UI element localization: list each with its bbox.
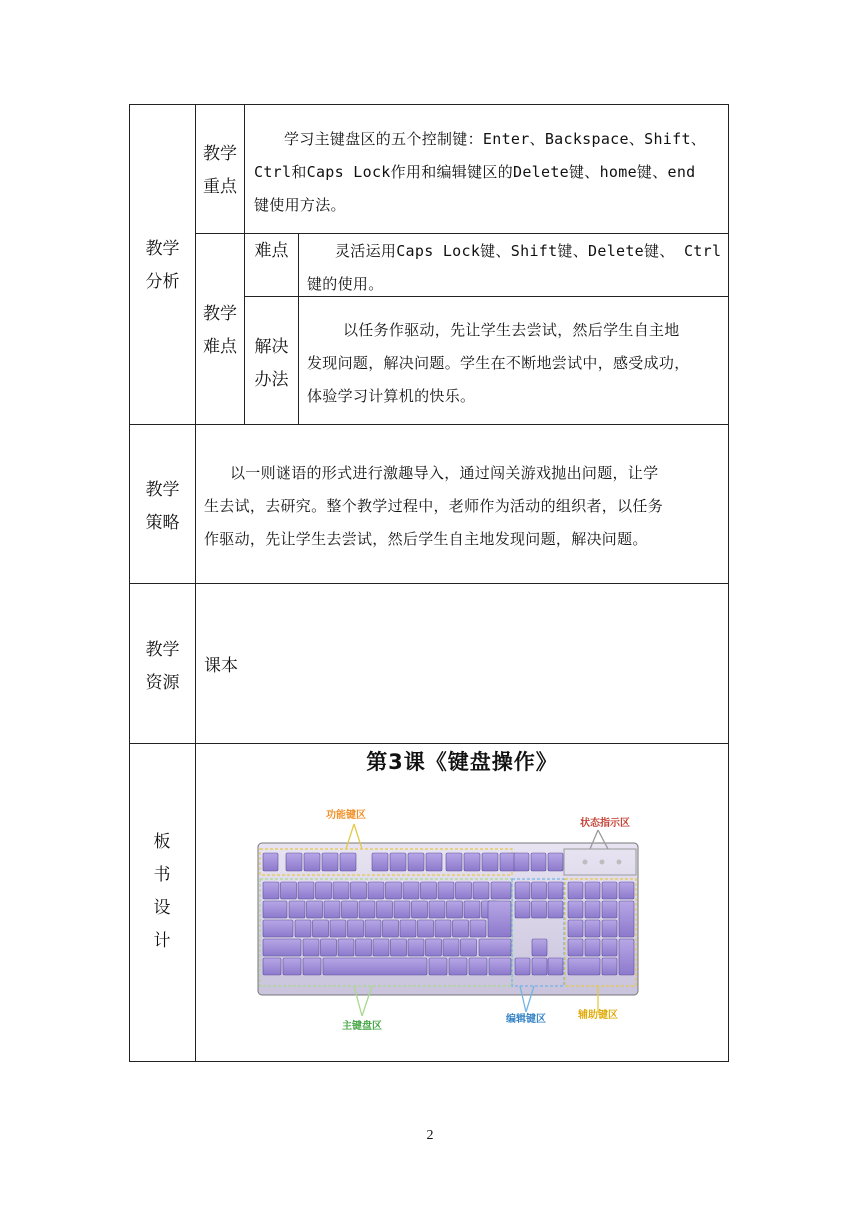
main-zone-label: 主键盘区 — [342, 1021, 382, 1032]
keyboard-key — [340, 853, 356, 871]
keyboard-key — [585, 939, 600, 956]
strategy-line1: 以一则谜语的形式进行激趣导入，通过闯关游戏抛出问题，让学 — [230, 464, 659, 482]
keyboard-key — [568, 882, 583, 899]
keyboard-key — [532, 939, 547, 956]
strategy-line3: 作驱动，先让学生去尝试，然后学生自主地发现问题，解决问题。 — [204, 530, 648, 548]
keyboard-key — [602, 958, 617, 975]
keyboard-key — [373, 939, 389, 956]
keyboard-key — [372, 853, 388, 871]
solution-label-line2: 办法 — [254, 370, 289, 390]
keyboard-key — [321, 939, 337, 956]
keyboard-key — [548, 901, 563, 918]
keyboard-key — [453, 920, 469, 937]
solution-sub-label — [245, 331, 298, 397]
keyboard-key — [568, 920, 583, 937]
keyboard-key — [438, 882, 454, 899]
keyboard-key — [303, 939, 319, 956]
keyboard-key — [488, 901, 511, 937]
keyboard-diagram — [250, 800, 650, 1036]
analysis-label-line2: 分析 — [145, 272, 180, 292]
keyboard-key — [619, 901, 634, 937]
keyboard-key — [390, 853, 406, 871]
keyboard-key — [602, 939, 617, 956]
key-points-line2: Ctrl和Caps Lock作用和编辑键区的Delete键、home键、end — [254, 163, 696, 181]
difficulty-inner-divider — [298, 233, 299, 424]
keyboard-key — [515, 958, 530, 975]
table-border-bottom — [130, 1061, 729, 1062]
board-label-char2: 书 — [153, 865, 171, 885]
keyboard-key — [429, 901, 445, 918]
keyboard-key — [532, 901, 547, 918]
difficulties-label — [196, 298, 244, 364]
board-label — [130, 826, 194, 958]
keyboard-key — [489, 958, 511, 975]
keyboard-key — [469, 958, 487, 975]
solution-line1: 以任务作驱动，先让学生去尝试，然后学生自主地 — [343, 321, 680, 339]
row-separator-1 — [130, 424, 729, 425]
keyboard-key — [286, 853, 302, 871]
keyboard-key — [365, 920, 381, 937]
strategy-label-line1: 教学 — [145, 480, 180, 500]
key-points-label — [196, 138, 244, 204]
keyboard-key — [338, 939, 354, 956]
keyboard-key — [532, 882, 547, 899]
solution-label-line1: 解决 — [254, 337, 289, 357]
keyboard-key — [342, 901, 358, 918]
keyboard-key — [383, 920, 399, 937]
keyboard-key — [263, 920, 293, 937]
keyboard-key — [351, 882, 367, 899]
keyboard-key — [323, 958, 427, 975]
board-label-char3: 设 — [153, 898, 171, 918]
keyboard-key — [619, 939, 634, 975]
keyboard-key — [333, 882, 349, 899]
keyboard-key — [322, 853, 338, 871]
keyboard-key — [479, 939, 511, 956]
status-light — [617, 860, 622, 865]
keyboard-key — [421, 882, 437, 899]
keyboard-key — [500, 853, 516, 871]
table-border-top — [130, 104, 729, 105]
board-label-char4: 计 — [153, 931, 171, 951]
strategy-line2: 生去试，去研究。整个教学过程中，老师作为活动的组织者，以任务 — [204, 497, 664, 515]
key-points-line1: 学习主键盘区的五个控制键：Enter、Backspace、Shift、 — [284, 130, 707, 148]
keyboard-key — [464, 901, 480, 918]
keyboard-key — [585, 882, 600, 899]
resources-label — [130, 634, 195, 700]
keyboard-key — [470, 920, 486, 937]
keyboard-key — [263, 958, 281, 975]
keyboard-key — [446, 853, 462, 871]
function-zone-label: 功能键区 — [326, 810, 366, 821]
solution-text — [307, 314, 725, 413]
keyboard-key — [568, 901, 583, 918]
keyboard-key — [316, 882, 332, 899]
keyboard-key — [531, 853, 546, 871]
keyboard-key — [394, 901, 410, 918]
status-light — [600, 860, 605, 865]
keyboard-key — [403, 882, 419, 899]
solution-line2: 发现问题，解决问题。学生在不断地尝试中，感受成功， — [307, 354, 690, 372]
strategy-label-line2: 策略 — [145, 513, 180, 533]
keyboard-key — [426, 939, 442, 956]
difficulties-label-line1: 教学 — [203, 304, 237, 324]
keyboard-key — [429, 958, 447, 975]
keyboard-key — [449, 958, 467, 975]
keyboard-key — [568, 939, 583, 956]
keyboard-key — [263, 882, 279, 899]
keyboard-key — [348, 920, 364, 937]
numpad-zone-label: 辅助键区 — [578, 1010, 618, 1021]
keyboard-key — [585, 920, 600, 937]
keyboard-key — [408, 939, 424, 956]
keyboard-key — [368, 882, 384, 899]
difficulty-line2: 键的使用。 — [307, 275, 384, 293]
key-points-label-line1: 教学 — [203, 144, 237, 164]
keyboard-key — [400, 920, 416, 937]
keyboard-key — [619, 882, 634, 899]
keyboard-key — [412, 901, 428, 918]
analysis-label-line1: 教学 — [145, 239, 180, 259]
keyboard-key — [386, 882, 402, 899]
keyboard-key — [514, 853, 529, 871]
keyboard-key — [298, 882, 314, 899]
keyboard-key — [359, 901, 375, 918]
keyboard-key — [443, 939, 459, 956]
keyboard-key — [482, 853, 498, 871]
keyboard-key — [263, 853, 278, 871]
keyboard-key — [295, 920, 311, 937]
keyboard-key — [461, 939, 477, 956]
keyboard-key — [377, 901, 393, 918]
strategy-label — [130, 474, 195, 540]
keyboard-key — [330, 920, 346, 937]
resources-label-line1: 教学 — [145, 640, 180, 660]
resources-text: 课本 — [204, 656, 238, 676]
keyboard-key — [568, 958, 600, 975]
analysis-mid-line — [195, 233, 729, 234]
keyboard-key — [289, 901, 305, 918]
row-separator-3 — [130, 743, 729, 744]
keyboard-key — [447, 901, 463, 918]
key-points-line3: 键使用方法。 — [254, 196, 346, 214]
keyboard-key — [324, 901, 340, 918]
resources-label-line2: 资源 — [145, 673, 180, 693]
keyboard-key — [456, 882, 472, 899]
key-points-label-line2: 重点 — [203, 177, 237, 197]
difficulty-text — [307, 235, 725, 301]
keyboard-key — [548, 882, 563, 899]
key-points-text — [254, 123, 724, 222]
keyboard-key — [313, 920, 329, 937]
board-title: 第3课《键盘操作》 — [366, 750, 558, 774]
solution-line3: 体验学习计算机的快乐。 — [307, 387, 476, 405]
board-label-char1: 板 — [153, 832, 171, 852]
keyboard-key — [602, 920, 617, 937]
keyboard-key — [532, 958, 547, 975]
keyboard-key — [473, 882, 489, 899]
difficulties-label-line2: 难点 — [203, 337, 237, 357]
status-zone-label: 状态指示区 — [580, 818, 630, 829]
keyboard-key — [585, 901, 600, 918]
keyboard-key — [602, 882, 617, 899]
keyboard-key — [263, 939, 301, 956]
difficulty-sub-label: 难点 — [254, 241, 289, 261]
keyboard-key — [515, 901, 530, 918]
keyboard-key — [435, 920, 451, 937]
analysis-label — [130, 233, 195, 299]
status-light — [583, 860, 588, 865]
keyboard-key — [418, 920, 434, 937]
difficulty-line1: 灵活运用Caps Lock键、Shift键、Delete键、 Ctrl — [335, 242, 722, 260]
keyboard-key — [602, 901, 617, 918]
keyboard-key — [548, 958, 563, 975]
strategy-text — [204, 457, 724, 556]
keyboard-key — [515, 882, 530, 899]
keyboard-key — [281, 882, 297, 899]
row-separator-2 — [130, 583, 729, 584]
edit-zone-label: 编辑键区 — [506, 1014, 546, 1025]
keyboard-key — [391, 939, 407, 956]
keyboard-key — [491, 882, 511, 899]
keyboard-key — [464, 853, 480, 871]
keyboard-key — [408, 853, 424, 871]
page-number: 2 — [426, 1128, 434, 1143]
keyboard-key — [304, 853, 320, 871]
keyboard-key — [426, 853, 442, 871]
keyboard-key — [263, 901, 287, 918]
keyboard-key — [548, 853, 563, 871]
keyboard-key — [307, 901, 323, 918]
keyboard-key — [303, 958, 321, 975]
keyboard-key — [283, 958, 301, 975]
keyboard-key — [356, 939, 372, 956]
